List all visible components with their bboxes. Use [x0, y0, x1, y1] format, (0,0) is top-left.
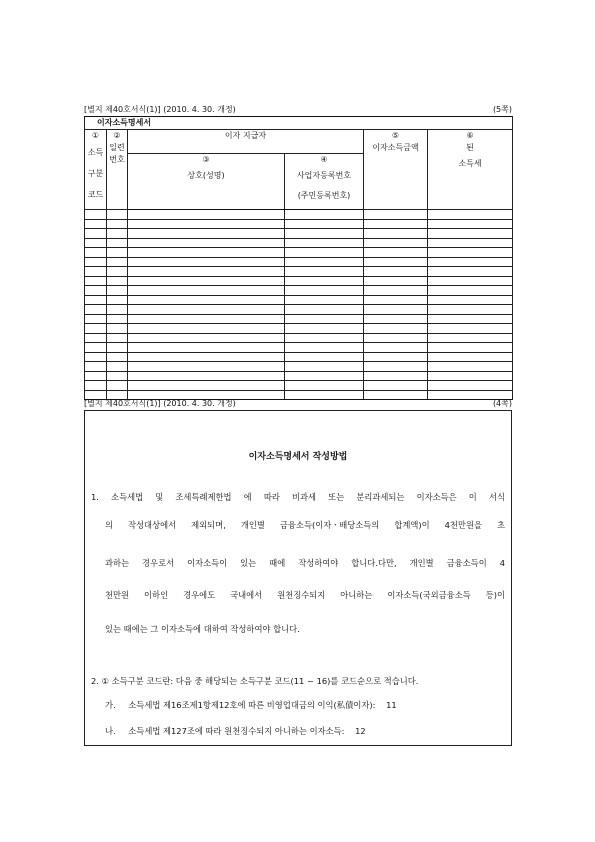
interest-amount-cell[interactable]	[364, 381, 428, 391]
interest-amount-cell[interactable]	[364, 352, 428, 362]
payer-name-cell[interactable]	[128, 324, 285, 334]
income-code-header: ① 소득 구분 코드	[85, 130, 107, 210]
business-number-cell[interactable]	[285, 267, 364, 277]
serial-cell[interactable]	[107, 324, 128, 334]
item-label: 가.	[105, 700, 116, 710]
interest-amount-cell[interactable]	[364, 371, 428, 381]
item-label: 나.	[105, 726, 116, 736]
business-number-cell[interactable]	[285, 286, 364, 296]
form-id-label: [별지 제40호서식(1)] (2010. 4. 30. 개정)	[84, 399, 236, 408]
withheld-tax-cell[interactable]	[428, 295, 513, 305]
income-code-cell[interactable]	[85, 381, 107, 391]
serial-cell[interactable]	[107, 371, 128, 381]
table-row	[85, 371, 513, 381]
interest-amount-cell[interactable]	[364, 286, 428, 296]
payer-header: 이자 지급자	[128, 130, 364, 154]
interest-amount-cell[interactable]	[364, 333, 428, 343]
payer-name-cell[interactable]	[128, 371, 285, 381]
serial-cell[interactable]	[107, 238, 128, 248]
interest-amount-cell[interactable]	[364, 362, 428, 372]
serial-cell[interactable]	[107, 295, 128, 305]
withheld-tax-cell[interactable]	[428, 305, 513, 315]
serial-cell[interactable]	[107, 219, 128, 229]
income-code-cell[interactable]	[85, 333, 107, 343]
interest-amount-cell[interactable]	[364, 267, 428, 277]
page-number: (5쪽)	[492, 105, 512, 114]
payer-name-cell[interactable]	[128, 343, 285, 353]
serial-number-header: ② 일련 번호	[107, 130, 128, 210]
serial-cell[interactable]	[107, 267, 128, 277]
serial-cell[interactable]	[107, 286, 128, 296]
income-code-cell[interactable]	[85, 219, 107, 229]
business-number-cell[interactable]	[285, 324, 364, 334]
interest-amount-cell[interactable]	[364, 210, 428, 220]
page-number: (4쪽)	[492, 399, 512, 408]
payer-name-cell[interactable]	[128, 238, 285, 248]
payer-name-cell[interactable]	[128, 276, 285, 286]
income-code-cell[interactable]	[85, 248, 107, 258]
business-number-cell[interactable]	[285, 352, 364, 362]
business-number-cell[interactable]	[285, 314, 364, 324]
instruction-p1-line5: 있는 때에는 그 이자소득에 대하여 작성하여야 합니다.	[105, 624, 300, 634]
payer-name-cell[interactable]	[128, 333, 285, 343]
income-code-cell[interactable]	[85, 343, 107, 353]
income-code-cell[interactable]	[85, 371, 107, 381]
business-number-cell[interactable]	[285, 229, 364, 239]
withheld-tax-cell[interactable]	[428, 371, 513, 381]
income-code-cell[interactable]	[85, 352, 107, 362]
business-number-cell[interactable]	[285, 238, 364, 248]
form-id-label: [별지 제40호서식(1)] (2010. 4. 30. 개정)	[84, 105, 236, 114]
withheld-tax-cell[interactable]	[428, 333, 513, 343]
payer-name-cell[interactable]	[128, 210, 285, 220]
payer-name-cell[interactable]	[128, 219, 285, 229]
payer-name-cell[interactable]	[128, 381, 285, 391]
business-number-cell[interactable]	[285, 210, 364, 220]
serial-cell[interactable]	[107, 333, 128, 343]
payer-name-cell[interactable]	[128, 295, 285, 305]
instruction-p1-line3: 과하는 경우로서 이자소득이 있는 때에 작성하여야 합니다.다만, 개인별 금융소득이 4	[105, 558, 505, 568]
table-row	[85, 362, 513, 372]
table-row	[85, 286, 513, 296]
interest-amount-cell[interactable]	[364, 229, 428, 239]
instructions-title: 이자소득명세서 작성방법	[248, 452, 348, 462]
serial-cell[interactable]	[107, 210, 128, 220]
serial-cell[interactable]	[107, 276, 128, 286]
payer-name-cell[interactable]	[128, 305, 285, 315]
item-text: 소득세법 제127조에 따라 원천징수되지 아니하는 이자소득:	[128, 726, 345, 736]
business-number-cell[interactable]	[285, 295, 364, 305]
withheld-tax-cell[interactable]	[428, 276, 513, 286]
business-number-cell[interactable]	[285, 333, 364, 343]
instruction-p2-line1: 2. ① 소득구분 코드란: 다음 중 해당되는 소득구분 코드(11 ~ 16)를 코드순으로 적습니다.	[91, 676, 419, 686]
withheld-tax-cell[interactable]	[428, 229, 513, 239]
table-row	[85, 210, 513, 220]
withheld-tax-cell[interactable]	[428, 257, 513, 267]
payer-name-cell[interactable]	[128, 362, 285, 372]
serial-cell[interactable]	[107, 381, 128, 391]
income-code-cell[interactable]	[85, 276, 107, 286]
income-code-cell[interactable]	[85, 305, 107, 315]
withheld-tax-cell[interactable]	[428, 324, 513, 334]
payer-name-cell[interactable]	[128, 286, 285, 296]
business-number-cell[interactable]	[285, 362, 364, 372]
payer-name-cell[interactable]	[128, 314, 285, 324]
business-number-cell[interactable]	[285, 371, 364, 381]
income-code-cell[interactable]	[85, 238, 107, 248]
form-header-bottom	[84, 398, 512, 410]
instruction-item-na	[105, 725, 505, 737]
table-row	[85, 295, 513, 305]
withheld-tax-cell[interactable]	[428, 286, 513, 296]
income-code-cell[interactable]	[85, 295, 107, 305]
table-row	[85, 229, 513, 239]
payer-name-cell[interactable]	[128, 352, 285, 362]
withheld-tax-cell[interactable]	[428, 210, 513, 220]
instructions-box	[84, 410, 512, 746]
business-number-cell[interactable]	[285, 248, 364, 258]
withheld-tax-cell[interactable]	[428, 267, 513, 277]
interest-amount-header: ⑤ 이자소득금액	[364, 130, 428, 210]
table-row	[85, 267, 513, 277]
instruction-p1-line2: 의 작성대상에서 제외되며, 개인별 금융소득(이자ㆍ배당소득의 합계액)이 4천만원을 초	[105, 520, 505, 530]
income-code-cell[interactable]	[85, 314, 107, 324]
payer-name-cell[interactable]	[128, 257, 285, 267]
interest-amount-cell[interactable]	[364, 343, 428, 353]
business-number-cell[interactable]	[285, 343, 364, 353]
instruction-p1-line1: 1. 소득세법 및 조세특례제한법 에 따라 비과세 또는 분리과세되는 이자소득은 이 서식	[91, 492, 505, 502]
serial-cell[interactable]	[107, 305, 128, 315]
serial-cell[interactable]	[107, 248, 128, 258]
withheld-tax-cell[interactable]	[428, 248, 513, 258]
interest-amount-cell[interactable]	[364, 248, 428, 258]
table-row	[85, 324, 513, 334]
form-header-top	[84, 104, 512, 116]
business-number-header: ④ 사업자등록번호 (주민등록번호)	[285, 154, 364, 210]
business-number-cell[interactable]	[285, 219, 364, 229]
serial-cell[interactable]	[107, 314, 128, 324]
interest-amount-cell[interactable]	[364, 295, 428, 305]
payer-name-cell[interactable]	[128, 229, 285, 239]
income-code-cell[interactable]	[85, 324, 107, 334]
interest-income-table	[84, 116, 513, 400]
income-code-cell[interactable]	[85, 210, 107, 220]
table-row	[85, 381, 513, 391]
instruction-item-ga	[105, 699, 505, 711]
interest-amount-cell[interactable]	[364, 238, 428, 248]
income-code-cell[interactable]	[85, 267, 107, 277]
table-row	[85, 352, 513, 362]
payer-name-header: ③ 상호(성명)	[128, 154, 285, 210]
business-number-cell[interactable]	[285, 381, 364, 391]
withheld-tax-cell[interactable]	[428, 343, 513, 353]
interest-amount-cell[interactable]	[364, 257, 428, 267]
business-number-cell[interactable]	[285, 257, 364, 267]
table-title: 이자소득명세서	[85, 117, 513, 130]
business-number-cell[interactable]	[285, 276, 364, 286]
serial-cell[interactable]	[107, 362, 128, 372]
serial-cell[interactable]	[107, 352, 128, 362]
instruction-p1-line4: 천만원 이하인 경우에도 국내에서 원천징수되지 아니하는 이자소득(국외금융소득 등)이	[105, 590, 505, 600]
income-code-cell[interactable]	[85, 362, 107, 372]
serial-cell[interactable]	[107, 229, 128, 239]
interest-amount-cell[interactable]	[364, 324, 428, 334]
table-row	[85, 276, 513, 286]
withheld-tax-cell[interactable]	[428, 314, 513, 324]
withheld-tax-cell[interactable]	[428, 238, 513, 248]
serial-cell[interactable]	[107, 343, 128, 353]
table-row	[85, 257, 513, 267]
interest-amount-cell[interactable]	[364, 305, 428, 315]
interest-amount-cell[interactable]	[364, 219, 428, 229]
item-code: 11	[386, 700, 397, 710]
payer-name-cell[interactable]	[128, 248, 285, 258]
income-code-cell[interactable]	[85, 229, 107, 239]
table-row	[85, 238, 513, 248]
income-code-cell[interactable]	[85, 286, 107, 296]
table-row	[85, 343, 513, 353]
interest-amount-cell[interactable]	[364, 314, 428, 324]
withheld-tax-cell[interactable]	[428, 381, 513, 391]
table-row	[85, 333, 513, 343]
table-row	[85, 314, 513, 324]
withheld-tax-cell[interactable]	[428, 219, 513, 229]
withheld-tax-header: ⑥ 된 소득세	[428, 130, 513, 210]
table-row	[85, 219, 513, 229]
interest-amount-cell[interactable]	[364, 276, 428, 286]
business-number-cell[interactable]	[285, 305, 364, 315]
income-code-cell[interactable]	[85, 257, 107, 267]
withheld-tax-cell[interactable]	[428, 352, 513, 362]
table-row	[85, 305, 513, 315]
withheld-tax-cell[interactable]	[428, 362, 513, 372]
serial-cell[interactable]	[107, 257, 128, 267]
item-code: 12	[355, 726, 366, 736]
item-text: 소득세법 제16조제1항제12호에 따른 비영업대금의 이익(私債이자):	[128, 700, 376, 710]
table-row	[85, 248, 513, 258]
payer-name-cell[interactable]	[128, 267, 285, 277]
